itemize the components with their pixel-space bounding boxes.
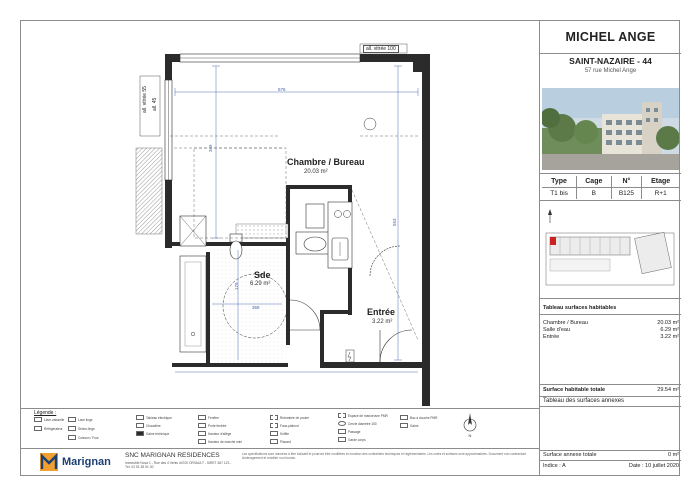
legend-item: Espace de manoeuvre PMR bbox=[338, 413, 388, 418]
dim-left-room: 349 bbox=[208, 144, 213, 152]
project-city: SAINT-NAZAIRE - 44 bbox=[569, 56, 652, 66]
legend bbox=[20, 408, 539, 448]
allege-tag-left-2: all. 45 bbox=[152, 97, 158, 111]
allege-tag-top: all. vitrée 100 bbox=[363, 45, 399, 53]
brand-name: Marignan bbox=[62, 456, 111, 468]
legend-item: Chaudière bbox=[136, 423, 161, 428]
room-area-entree: 3.22 m² bbox=[372, 319, 393, 325]
legend-item: Bac à douche PMR bbox=[400, 415, 437, 420]
surface-row: Chambre / Bureau 20.03 m² bbox=[543, 320, 679, 326]
dim-right-room: 553 bbox=[392, 218, 397, 226]
svg-text:N: N bbox=[468, 433, 472, 438]
unit-header-cage: Cage bbox=[577, 176, 611, 188]
dim-sde-h: 369 bbox=[252, 305, 260, 310]
room-name-sde: Sde bbox=[254, 270, 271, 280]
annexe-total: Surface annexe totale 0 m² bbox=[543, 452, 679, 458]
building-photo bbox=[542, 88, 679, 170]
unit-location-marker bbox=[550, 237, 556, 245]
footer bbox=[20, 448, 539, 476]
legend-item: Garde corps bbox=[338, 437, 366, 442]
surfaces-title: Tableau surfaces habitables bbox=[543, 305, 617, 311]
legend-item: Tableau électrique bbox=[136, 415, 172, 420]
revision-info: Indice : A Date : 10 juillet 2020 bbox=[543, 463, 679, 469]
electrical-panel bbox=[346, 350, 354, 362]
unit-header-floor: Etage bbox=[642, 176, 679, 188]
dim-sde-v: 179 bbox=[234, 282, 239, 290]
surface-row: Salle d'eau 6.29 m² bbox=[543, 327, 679, 333]
legend-item: Cercle diamètre 150 bbox=[338, 421, 377, 426]
legend-item: Fenêtre bbox=[198, 415, 219, 420]
legend-item: Hauteur d'allège bbox=[198, 431, 231, 436]
room-name-entree: Entrée bbox=[367, 307, 396, 317]
legend-item: Retombée de poutre bbox=[270, 415, 309, 420]
surface-row: Entrée 3.22 m² bbox=[543, 334, 679, 340]
shower bbox=[180, 216, 206, 352]
unit-floor: R+1 bbox=[654, 190, 667, 197]
unit-type: T1 bis bbox=[542, 188, 577, 200]
room-name-chambre: Chambre / Bureau bbox=[287, 157, 365, 167]
legend-item: Lave linge bbox=[68, 417, 93, 422]
total-surface: Surface habitable totale 29.54 m² bbox=[543, 387, 679, 393]
unit-cage: B bbox=[577, 188, 611, 200]
legend-item: Hauteur de marche mini bbox=[198, 439, 242, 444]
balcony-edge bbox=[136, 148, 162, 234]
legend-item: Faux-plafond bbox=[270, 423, 299, 428]
marignan-logo-icon bbox=[40, 453, 58, 471]
key-plan bbox=[542, 205, 679, 295]
legend-item: Placard bbox=[270, 439, 291, 444]
toilet bbox=[230, 234, 242, 259]
legend-title: Légende : bbox=[34, 410, 57, 416]
project-name: MICHEL ANGE bbox=[540, 20, 681, 54]
legend-item: Gaine bbox=[400, 423, 419, 428]
legend-item: Lave-vaisselle bbox=[34, 417, 64, 422]
dim-top: 576 bbox=[278, 87, 286, 92]
project-address: 57 rue Michel Ange bbox=[584, 68, 637, 74]
legend-item: Passage bbox=[338, 429, 360, 434]
company-name: SNC MARIGNAN RESIDENCES bbox=[125, 452, 220, 459]
legend-item: Réfrigérateur bbox=[34, 426, 63, 431]
room-area-sde: 6.29 m² bbox=[250, 281, 271, 287]
unit-number: B125 bbox=[611, 188, 642, 200]
annexes-title: Tableau des surfaces annexes bbox=[543, 398, 625, 404]
floor-plan bbox=[20, 20, 539, 408]
disclaimer: Les spécifications sont données à titre indicatif et pourront être modifiées en fonction des contraintes techniques et réglementaires. Les cotes et surfaces sont approximatives. Document non contractuel. Aménagement et mobilier non fournis. bbox=[242, 452, 527, 460]
unit-table bbox=[542, 176, 679, 199]
company-details: Immeuble Nova 1 - Rue des 4 Vents 44700 ORVAULT - SIRET 487 123 - Tél. 02 51 83 51 00 bbox=[125, 461, 232, 469]
unit-header-type: Type bbox=[542, 176, 577, 188]
allege-tag-left-1: all. vitrée 55 bbox=[142, 86, 148, 113]
legend-item: Gaine technique bbox=[136, 431, 169, 436]
unit-header-number: N° bbox=[611, 176, 642, 188]
legend-item: Porte fenêtre bbox=[198, 423, 226, 428]
light-fixture bbox=[364, 118, 376, 130]
room-area-chambre: 20.03 m² bbox=[304, 169, 328, 175]
legend-item: Soffite bbox=[270, 431, 289, 436]
info-panel bbox=[539, 20, 680, 476]
legend-item: Cuisson / Four bbox=[68, 435, 99, 440]
legend-item: Sèche-linge bbox=[68, 426, 95, 431]
